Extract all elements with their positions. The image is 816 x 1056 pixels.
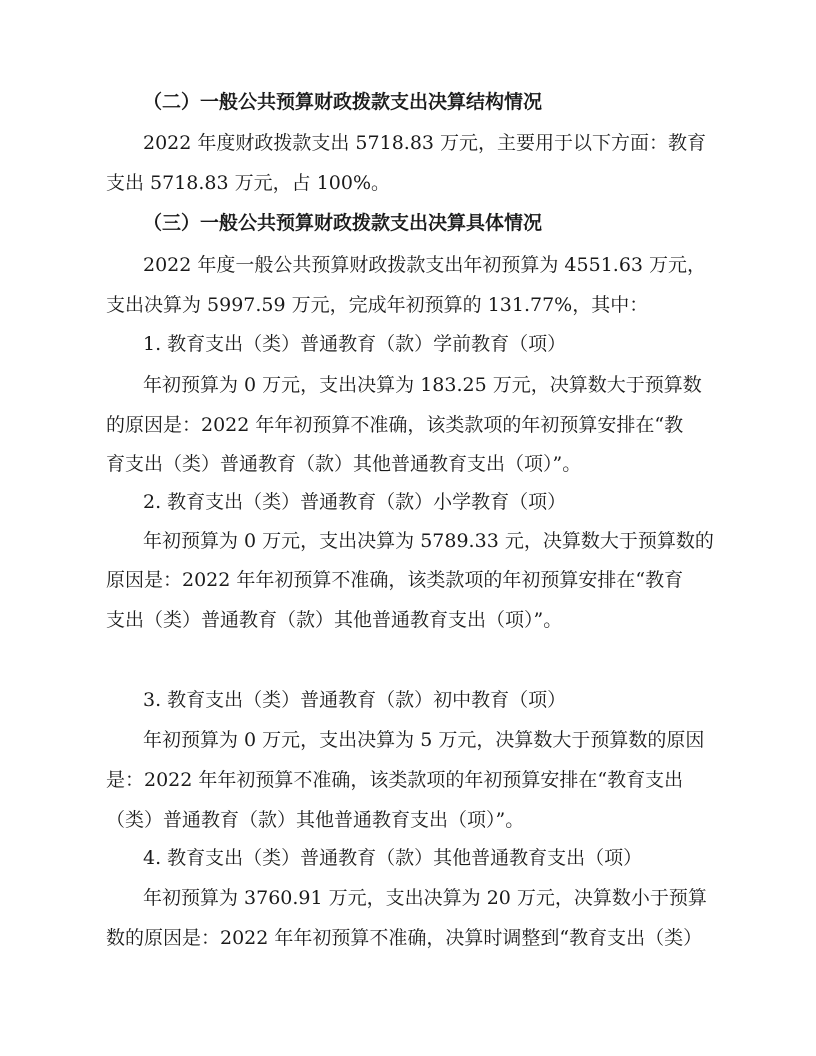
item-title-1: 1. 教育支出（类）普通教育（款）学前教育（项） <box>143 333 567 355</box>
paragraph-line: 年初预算为 0 万元，支出决算为 5 万元，决算数大于预算数的原因 <box>143 729 705 751</box>
section-heading-2: （二）一般公共预算财政拨款支出决算结构情况 <box>143 91 543 113</box>
section-heading-3: （三）一般公共预算财政拨款支出决算具体情况 <box>143 212 543 234</box>
paragraph-line: 是：2022 年年初预算不准确，该类款项的年初预算安排在“教育支出 <box>106 769 684 791</box>
item-title-2: 2. 教育支出（类）普通教育（款）小学教育（项） <box>143 491 567 513</box>
paragraph-line: 年初预算为 0 万元，支出决算为 5789.33 元，决算数大于预算数的 <box>143 530 714 552</box>
paragraph-line: 2022 年度一般公共预算财政拨款支出年初预算为 4551.63 万元， <box>143 254 707 276</box>
paragraph-line: 年初预算为 0 万元，支出决算为 183.25 万元，决算数大于预算数 <box>143 374 702 396</box>
paragraph-line: 数的原因是：2022 年年初预算不准确，决算时调整到“教育支出（类） <box>106 927 703 949</box>
paragraph-line: 原因是：2022 年年初预算不准确，该类款项的年初预算安排在“教育 <box>106 569 684 591</box>
paragraph-line: 2022 年度财政拨款支出 5718.83 万元，主要用于以下方面：教育 <box>143 132 707 154</box>
paragraph-line: 年初预算为 3760.91 万元，支出决算为 20 万元，决算数小于预算 <box>143 887 707 909</box>
paragraph-line: 的原因是：2022 年年初预算不准确，该类款项的年初预算安排在“教 <box>106 414 684 436</box>
item-title-4: 4. 教育支出（类）普通教育（款）其他普通教育支出（项） <box>143 847 643 869</box>
paragraph-line: （类）普通教育（款）其他普通教育支出（项）”。 <box>106 809 525 831</box>
item-title-3: 3. 教育支出（类）普通教育（款）初中教育（项） <box>143 689 567 711</box>
paragraph-line: 育支出（类）普通教育（款）其他普通教育支出（项）”。 <box>106 453 582 475</box>
paragraph-line: 支出决算为 5997.59 万元，完成年初预算的 131.77%，其中： <box>106 294 649 316</box>
paragraph-line: 支出（类）普通教育（款）其他普通教育支出（项）”。 <box>106 609 563 631</box>
paragraph-line: 支出 5718.83 万元，占 100%。 <box>106 172 391 194</box>
